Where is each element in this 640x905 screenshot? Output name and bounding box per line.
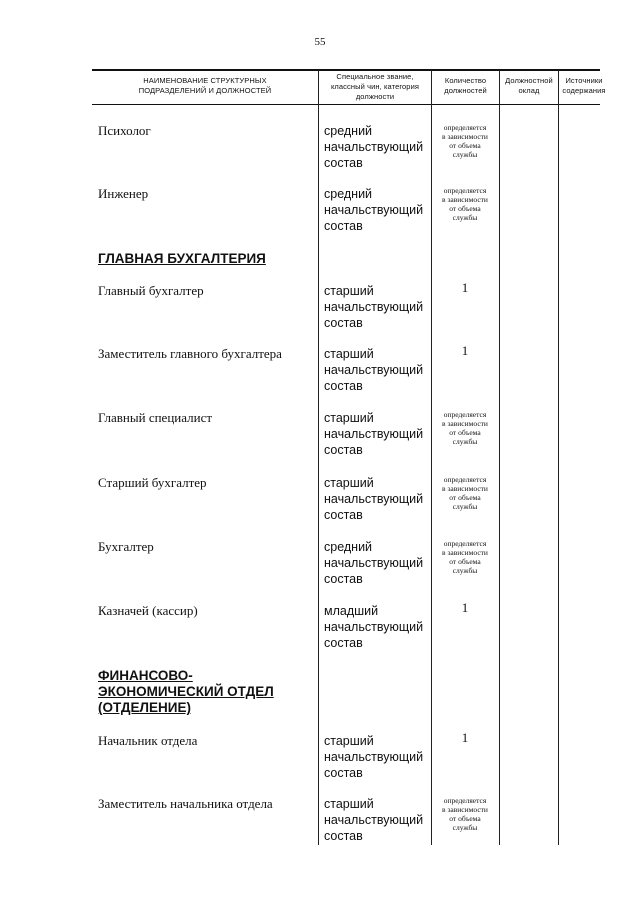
position-quantity: определяется в зависимости от объема службы (442, 123, 488, 159)
header-salary-column: Должностной оклад (505, 76, 553, 95)
position-category: старший начальствующий состав (324, 734, 424, 780)
position-quantity: 1 (461, 280, 469, 295)
position-quantity: 1 (461, 600, 469, 615)
position-name: Инженер (98, 186, 149, 201)
position-category: средний начальствующий состав (324, 124, 424, 170)
position-quantity: 1 (461, 343, 469, 358)
position-name: Старший бухгалтер (98, 475, 207, 490)
position-quantity: определяется в зависимости от объема службы (442, 410, 488, 446)
header-quantity-column: Количество должностей (444, 76, 487, 95)
column-divider-source (558, 70, 559, 845)
position-name: Психолог (98, 123, 151, 138)
position-category: старший начальствующий состав (324, 797, 424, 843)
position-name: Заместитель главного бухгалтера (98, 346, 282, 361)
position-name: Главный бухгалтер (98, 283, 204, 298)
position-quantity: определяется в зависимости от объема службы (442, 539, 488, 575)
column-divider-salary (499, 70, 500, 845)
position-name: Заместитель начальника отдела (98, 796, 273, 811)
position-category: старший начальствующий состав (324, 476, 424, 522)
position-category: средний начальствующий состав (324, 187, 424, 233)
position-name: Главный специалист (98, 410, 213, 425)
column-divider-category (318, 70, 319, 845)
position-quantity: определяется в зависимости от объема службы (442, 475, 488, 511)
position-name: Начальник отдела (98, 733, 198, 748)
position-category: старший начальствующий состав (324, 347, 424, 393)
position-category: старший начальствующий состав (324, 284, 424, 330)
header-name-column: НАИМЕНОВАНИЕ СТРУКТУРНЫХ ПОДРАЗДЕЛЕНИЙ И ДОЛЖНОСТЕЙ (138, 76, 272, 95)
position-name: Бухгалтер (98, 539, 154, 554)
header-category-column: Специальное звание, классный чин, категория должности (330, 72, 420, 101)
position-quantity: 1 (461, 730, 469, 745)
position-category: младший начальствующий состав (324, 604, 424, 650)
position-name: Казначей (кассир) (98, 603, 198, 618)
table-top-rule (92, 69, 600, 71)
position-quantity: определяется в зависимости от объема службы (442, 796, 488, 832)
position-quantity: определяется в зависимости от объема службы (442, 186, 488, 222)
header-source-column: Источники содержания (562, 76, 606, 95)
page-number: 55 (314, 36, 326, 48)
position-category: старший начальствующий состав (324, 411, 424, 457)
position-category: средний начальствующий состав (324, 540, 424, 586)
table-header-rule (92, 104, 600, 105)
